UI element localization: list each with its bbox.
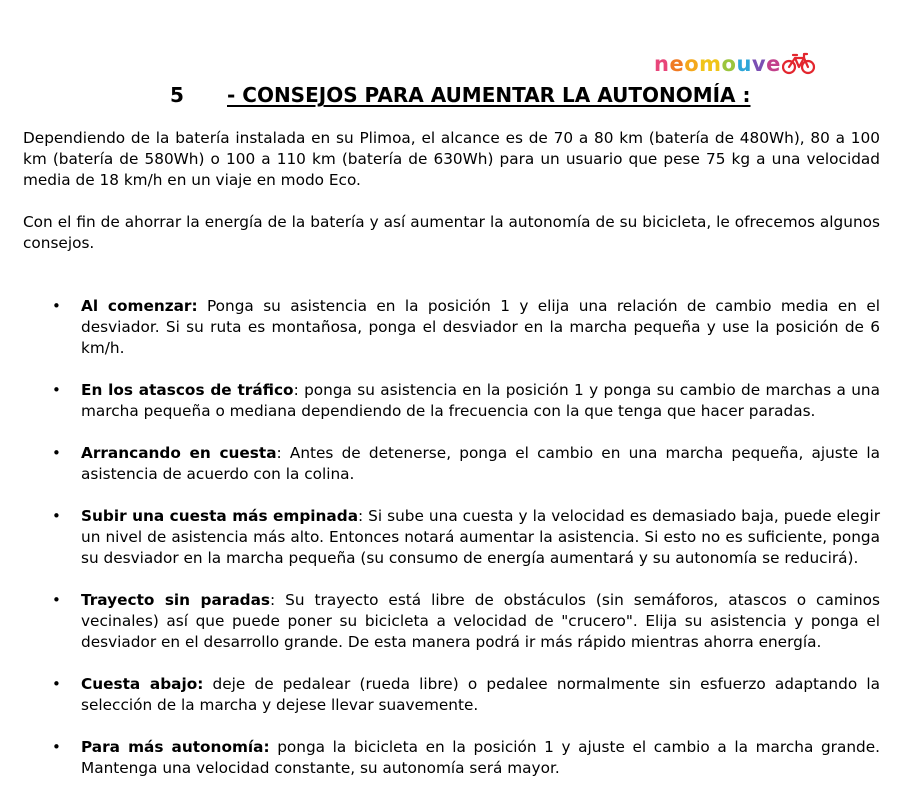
- tip-text: : Su trayecto está libre de obstáculos (sin semáforos, atascos o caminos vecinales) así que puede poner su bicicleta a velocidad de "crucero". Elija su asistencia y ponga el desviador en el desarrollo grande. De esta manera podrá ir más rápido mientras ahorra energía.: [81, 591, 880, 651]
- bullet-icon: •: [52, 297, 61, 315]
- tip-text: : Antes de detenerse, ponga el cambio en una marcha pequeña, ajuste la asistencia de acuerdo con la colina.: [81, 444, 880, 483]
- logo-letter: o: [721, 52, 737, 76]
- intro-paragraph-range: Dependiendo de la batería instalada en su Plimoa, el alcance es de 70 a 80 km (batería de 480Wh), 80 a 100 km (batería de 580Wh) o 100 a 110 km (batería de 630Wh) para un usuario que pese 75 kg a una velocidad media de 18 km/h en un viaje en modo Eco.: [23, 129, 880, 189]
- tips-list: [23, 296, 880, 800]
- tip-title: Al comenzar:: [81, 297, 198, 315]
- tip-title: En los atascos de tráfico: [81, 381, 294, 399]
- section-number: 5: [170, 83, 184, 107]
- bullet-icon: •: [52, 444, 61, 462]
- tip-title: Cuesta abajo:: [81, 675, 204, 693]
- logo-letter: e: [766, 52, 781, 76]
- logo-letter: m: [699, 52, 722, 76]
- list-item: [23, 506, 880, 569]
- tip-title: Para más autonomía:: [81, 738, 270, 756]
- list-item: [23, 443, 880, 485]
- logo-letter: v: [751, 52, 767, 76]
- section-title: - CONSEJOS PARA AUMENTAR LA AUTONOMÍA :: [227, 83, 751, 107]
- tip-title: Trayecto sin paradas: [81, 591, 271, 609]
- list-item: [23, 590, 880, 653]
- bullet-icon: •: [52, 738, 61, 756]
- bicycle-icon: [782, 51, 816, 75]
- logo-letter: u: [736, 52, 752, 76]
- brand-logo: [654, 50, 816, 78]
- logo-letter: e: [669, 52, 685, 76]
- tip-title: Arrancando en cuesta: [81, 444, 277, 462]
- tip-text: deje de pedalear (rueda libre) o pedalee normalmente sin esfuerzo adaptando la selección de la marcha y dejese llevar suavemente.: [81, 675, 880, 714]
- logo-letter: n: [654, 52, 670, 76]
- bullet-icon: •: [52, 381, 61, 399]
- section-heading: [170, 82, 898, 108]
- tip-text: ponga la bicicleta en la posición 1 y ajuste el cambio a la marcha grande. Mantenga una velocidad constante, su autonomía será mayor.: [81, 738, 881, 777]
- bullet-icon: •: [52, 591, 61, 609]
- tip-text: : ponga su asistencia en la posición 1 y ponga su cambio de marchas a una marcha pequeña o mediana dependiendo de la frecuencia con la que tenga que hacer paradas.: [81, 381, 880, 420]
- intro-paragraph-tips: Con el fin de ahorrar la energía de la batería y así aumentar la autonomía de su bicicleta, le ofrecemos algunos consejos.: [23, 213, 880, 252]
- list-item: [23, 296, 880, 359]
- tip-text: Ponga su asistencia en la posición 1 y elija una relación de cambio media en el desviador. Si su ruta es montañosa, ponga el desviador en la marcha pequeña y use la posición de 6 km/h.: [81, 297, 881, 357]
- list-item: [23, 737, 880, 779]
- tip-title: Subir una cuesta más empinada: [81, 507, 359, 525]
- logo-letter: o: [684, 52, 700, 76]
- bullet-icon: •: [52, 507, 61, 525]
- list-item: [23, 380, 880, 422]
- bullet-icon: •: [52, 675, 61, 693]
- tip-text: : Si sube una cuesta y la velocidad es demasiado baja, puede elegir un nivel de asistencia más alto. Entonces notará aumentar la asistencia. Si esto no es suficiente, ponga su desviador en la marcha pequeña (su consumo de energía aumentará y su autonomía se reducirá).: [81, 507, 881, 567]
- list-item: [23, 674, 880, 716]
